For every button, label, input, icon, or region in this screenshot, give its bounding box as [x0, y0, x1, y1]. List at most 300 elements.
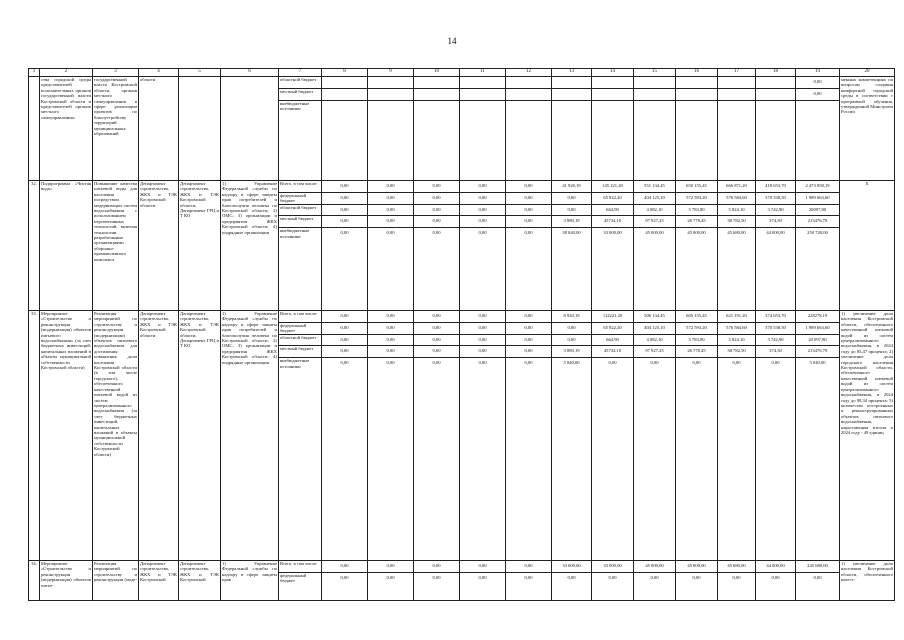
total-value: 1 989 663,60	[796, 323, 839, 335]
year-value: 44 000,00	[756, 561, 795, 573]
year-value: 0,00	[552, 193, 591, 205]
year-value: 0,00	[524, 574, 533, 580]
year-value: 0,00	[460, 561, 505, 573]
cell-sources	[279, 181, 322, 311]
value-line	[322, 101, 367, 112]
year-value: 664,90	[592, 335, 633, 347]
cell-result: 1) увеличение доли населения Костромской области, обеспеченного качест-	[840, 561, 895, 601]
cell-value	[414, 181, 460, 311]
year-value: 0,00	[524, 230, 533, 236]
year-value: 33 000,00	[592, 561, 633, 573]
column-number: 13	[552, 69, 592, 77]
column-number: 18	[756, 69, 796, 77]
value-line	[718, 101, 755, 112]
year-value: 370 538,50	[756, 323, 795, 335]
cell-goal: Реализация мероприятий по строительству и реконструкции (моде-	[93, 561, 139, 601]
cell-value	[718, 181, 756, 311]
year-value: 0,00	[552, 205, 591, 217]
year-value: 0,00	[506, 346, 551, 358]
funding-source: Всего, в том числе:	[279, 311, 321, 323]
cell-participants: 1) Управление Федеральной службы по надзору в сфере защиты прав потребителей и благополучия человека по Костромской области; 2) ОМС; 3) организации и предприятия ЖКХ Костромской области; 4) подрядные организации	[221, 311, 279, 561]
cell-executor: Департамент строительства, ЖКХ и ТЭК Костромской области	[139, 181, 179, 311]
year-value: 0,00	[414, 311, 459, 323]
cell-value	[322, 561, 368, 601]
year-value: 0,00	[608, 360, 617, 366]
funding-source: внебюджетные источники	[280, 100, 310, 111]
value-line	[552, 77, 591, 89]
column-number: 9	[368, 69, 414, 77]
value-line	[676, 77, 717, 89]
year-value: 418 653,70	[756, 181, 795, 193]
total-value: 213476,79	[796, 216, 839, 228]
year-value: 621 191,20	[718, 311, 755, 323]
cell-value	[676, 181, 718, 311]
cell-executor: Департамент строительства, ЖКХ и ТЭК Костромской области	[139, 311, 179, 561]
column-number: 11	[460, 69, 506, 77]
row-number: 34.	[29, 561, 40, 601]
cell-value	[676, 311, 718, 561]
year-value: 0,00	[386, 574, 395, 580]
year-value: 65 822,20	[592, 193, 633, 205]
column-number: 12	[506, 69, 552, 77]
year-value: 0,00	[322, 216, 367, 228]
year-value: 0,00	[414, 181, 459, 193]
value-line	[756, 89, 795, 101]
program-table	[28, 68, 895, 601]
value-line	[756, 101, 795, 112]
cell-value	[368, 561, 414, 601]
year-value: 26 778,45	[676, 216, 717, 228]
funding-source: местный бюджет	[279, 346, 321, 358]
year-value: 0,00	[460, 335, 505, 347]
year-value: 45 000,00	[645, 230, 664, 236]
year-value: 0,00	[732, 574, 741, 580]
year-value: 551 134,45	[634, 181, 675, 193]
funding-source: местный бюджет	[279, 216, 321, 228]
funding-source: федеральный бюджет	[279, 193, 321, 205]
year-value: 0,00	[414, 193, 459, 205]
total-value: 1 989 663,60	[796, 193, 839, 205]
total-value: 213476,79	[796, 346, 839, 358]
cell-value	[718, 77, 756, 181]
year-value: 0,00	[460, 181, 505, 193]
cell-coexecutor: Департамент строительства, ЖКХ и ТЭК Костромской области, Департамент ГРЦ и Т КО	[179, 181, 221, 311]
year-value: 3 742,90	[756, 205, 795, 217]
cell-value	[676, 77, 718, 181]
year-value: 0,00	[506, 311, 551, 323]
year-value: 0,00	[322, 205, 367, 217]
cell-value	[460, 77, 506, 181]
cell-goal: Реализация мероприятий по строительству и реконструкции (модернизации) объектов питьевого водоснабжения для достижения повышения доли населения Костромской области (в том числе городского), обеспеченного качественной питьевой водой из систем централизованного водоснабжения (за счет бюджетных инвестиций, капитальных вложений в объекты муниципальной собственности Костромской области)	[93, 311, 139, 561]
table-row	[29, 311, 895, 561]
column-number: 7	[279, 69, 322, 77]
cell-value	[460, 561, 506, 601]
year-value: 5 783,80	[676, 335, 717, 347]
column-number: 5	[179, 69, 221, 77]
cell-sources	[279, 77, 322, 181]
year-value: 0,00	[650, 360, 659, 366]
year-value: 572 593,20	[676, 193, 717, 205]
year-value: 0,00	[506, 561, 551, 573]
cell-sources	[279, 311, 322, 561]
year-value: 0,00	[771, 574, 780, 580]
column-number: 16	[676, 69, 718, 77]
row-number: 33.	[29, 311, 40, 561]
year-value: 0,00	[432, 574, 441, 580]
year-value: 0,00	[340, 574, 349, 580]
year-value: 0,00	[340, 360, 349, 366]
year-value: 374,30	[756, 216, 795, 228]
year-value: 5 824,10	[718, 205, 755, 217]
year-value: 97 927,25	[634, 346, 675, 358]
cell-value	[552, 77, 592, 181]
year-value: 0,00	[322, 323, 367, 335]
cell-value	[460, 181, 506, 311]
year-value: 0,00	[322, 193, 367, 205]
cell-value	[552, 311, 592, 561]
year-value: 0,00	[524, 360, 533, 366]
value-line	[414, 89, 459, 101]
page-number: 14	[447, 36, 457, 46]
year-value: 0,00	[414, 205, 459, 217]
total-value: 0,00	[796, 89, 839, 101]
year-value: 0,00	[368, 561, 413, 573]
year-value: 3 880,19	[552, 216, 591, 228]
year-value: 0,00	[386, 360, 395, 366]
column-header-row	[29, 69, 895, 77]
year-value: 45 680,00	[718, 561, 755, 573]
column-number: 20	[840, 69, 895, 77]
cell-value	[634, 561, 676, 601]
cell-total	[796, 181, 840, 311]
cell-value	[460, 311, 506, 561]
year-value: 0,00	[368, 193, 413, 205]
value-line	[592, 77, 633, 89]
cell-participants: 1) Управление Федеральной службы по надзору в сфере защиты прав	[221, 561, 279, 601]
value-line	[368, 89, 413, 101]
year-value: 8 920,19	[552, 311, 591, 323]
year-value: 0,00	[322, 561, 367, 573]
cell-participants	[221, 77, 279, 181]
year-value: 0,00	[460, 346, 505, 358]
funding-source: областной бюджет	[279, 205, 321, 217]
year-value: 0,00	[506, 323, 551, 335]
value-line	[506, 89, 551, 101]
year-value: 3 742,90	[756, 335, 795, 347]
table-row	[29, 561, 895, 601]
value-line	[322, 89, 367, 101]
cell-participants: 1) Управление Федеральной службы по надзору в сфере защиты прав потребителей и благополучия человека по Костромской области; 2) ОМС; 3) организации и предприятия ЖКХ Костромской области; 4) подрядные организации	[221, 181, 279, 311]
year-value: 0,00	[552, 335, 591, 347]
total-value: 245 680,00	[796, 561, 839, 573]
year-value: 41 920,19	[552, 181, 591, 193]
total-value: 0,00	[796, 77, 839, 89]
year-value: 0,00	[340, 230, 349, 236]
column-number: 6	[221, 69, 279, 77]
cell-value	[368, 77, 414, 181]
total-value: 228278,19	[796, 311, 839, 323]
value-line	[506, 77, 551, 89]
year-value: 0,00	[368, 181, 413, 193]
year-value: 38 782,50	[718, 216, 755, 228]
value-line	[756, 77, 795, 89]
year-value: 0,00	[460, 205, 505, 217]
column-number: 19	[796, 69, 840, 77]
cell-value	[634, 181, 676, 311]
cell-goal: государственной власти Костромской области, органов местного самоуправления в сфере реализации проектов по благоустройству территорий муниципальных образований	[93, 77, 139, 181]
cell-name: ства городской среды представителей исполнительных органов государственной власти Костромской области и представителей органов местного самоуправления»	[40, 77, 93, 181]
cell-value	[414, 77, 460, 181]
cell-executor: Департамент строительства, ЖКХ и ТЭК Костромской	[139, 561, 179, 601]
cell-value	[718, 311, 756, 561]
cell-value	[634, 77, 676, 181]
row-number	[29, 77, 40, 181]
year-value: 0,00	[460, 193, 505, 205]
year-value: 5 783,80	[676, 205, 717, 217]
cell-value	[756, 561, 796, 601]
year-value: 404 125,10	[634, 323, 675, 335]
total-value: 20097,80	[796, 205, 839, 217]
cell-value	[368, 311, 414, 561]
funding-source: Всего, в том числе:	[279, 561, 321, 573]
year-value: 370 538,50	[756, 193, 795, 205]
year-value: 576 584,60	[718, 193, 755, 205]
cell-value	[756, 181, 796, 311]
cell-goal: Повышение качества питьевой воды для населения посредством модернизации систем водоснабжения с использованием перспективных технологий, включая технологии, разработанные организациями оборонно-промышленного комплекса	[93, 181, 139, 311]
column-number: 10	[414, 69, 460, 77]
year-value: 374 653,70	[756, 311, 795, 323]
cell-total	[796, 77, 840, 181]
year-value: 666 871,20	[718, 181, 755, 193]
year-value: 0,00	[506, 335, 551, 347]
year-value: 45734,10	[592, 346, 633, 358]
cell-total	[796, 561, 840, 601]
value-line	[368, 101, 413, 112]
year-value: 5 040,00	[563, 360, 580, 366]
year-value: 3 880,19	[552, 346, 591, 358]
value-line	[460, 89, 505, 101]
year-value: 506 134,45	[634, 311, 675, 323]
year-value: 0,00	[506, 181, 551, 193]
cell-value	[718, 561, 756, 601]
cell-coexecutor: Департамент строительства, ЖКХ и ТЭК Костромской	[179, 561, 221, 601]
funding-source: Всего, в том числе:	[279, 181, 321, 193]
year-value: 0,00	[506, 193, 551, 205]
value-line	[634, 77, 675, 89]
year-value: 4 082,10	[634, 205, 675, 217]
cell-sources	[279, 561, 322, 601]
cell-value	[676, 561, 718, 601]
row-number: 32.	[29, 181, 40, 311]
cell-value	[368, 181, 414, 311]
value-line	[506, 101, 551, 112]
year-value: 0,00	[692, 360, 701, 366]
cell-value	[552, 561, 592, 601]
year-value: 26 778,45	[676, 346, 717, 358]
value-line	[718, 77, 755, 89]
year-value: 0,00	[692, 574, 701, 580]
total-value	[796, 101, 839, 112]
year-value: 404 125,10	[634, 193, 675, 205]
year-value: 0,00	[368, 323, 413, 335]
value-line	[592, 89, 633, 101]
column-number: 15	[634, 69, 676, 77]
column-number: 8	[322, 69, 368, 77]
cell-value	[592, 181, 634, 311]
year-value: 0,00	[322, 346, 367, 358]
year-value: 576 584,60	[718, 323, 755, 335]
cell-value	[592, 77, 634, 181]
value-line	[634, 101, 675, 112]
cell-name: Подпрограмма «Чистая вода»	[40, 181, 93, 311]
funding-source: областной бюджет	[279, 77, 321, 89]
year-value: 45734,10	[592, 216, 633, 228]
year-value: 0,00	[506, 216, 551, 228]
year-value: 44 000,00	[766, 230, 785, 236]
cell-value	[756, 311, 796, 561]
funding-source: федеральный бюджет	[279, 323, 321, 335]
value-line	[676, 101, 717, 112]
year-value: 0,00	[567, 574, 576, 580]
year-value: 33 000,00	[552, 561, 591, 573]
year-value: 0,00	[460, 216, 505, 228]
year-value: 0,00	[322, 181, 367, 193]
year-value: 5 824,10	[718, 335, 755, 347]
year-value: 0,00	[322, 335, 367, 347]
year-value: 0,00	[552, 323, 591, 335]
year-value: 374,30	[756, 346, 795, 358]
year-value: 0,00	[460, 311, 505, 323]
cell-executor: области	[139, 77, 179, 181]
cell-value	[322, 77, 368, 181]
year-value: 0,00	[460, 323, 505, 335]
year-value: 0,00	[608, 574, 617, 580]
cell-name: Мероприятие «Строительство и реконструкция (модернизация) объектов питьевого водоснабжения» (за счет бюджетных инвестиций, капитальных вложений в объекты муниципальной собственности Костромской области)	[40, 311, 93, 561]
year-value: 0,00	[368, 346, 413, 358]
year-value: 572 593,20	[676, 323, 717, 335]
value-line	[460, 101, 505, 112]
total-value: 250 720,00	[807, 230, 828, 236]
column-number: 1	[29, 69, 40, 77]
value-line	[634, 89, 675, 101]
value-line	[552, 101, 591, 112]
year-value: 0,00	[368, 205, 413, 217]
cell-result: менных компетенциях по вопросам создания комфортной городской среды в соответствии с программой обучения, утвержденной Минстроем России	[840, 77, 895, 181]
value-line	[414, 77, 459, 89]
value-line	[368, 77, 413, 89]
year-value: 38 782,50	[718, 346, 755, 358]
year-value: 0,00	[414, 216, 459, 228]
year-value: 112221,20	[592, 311, 633, 323]
funding-source: внебюджетные источники	[280, 358, 310, 369]
total-value: 0,00	[813, 574, 822, 580]
year-value: 0,00	[771, 360, 780, 366]
year-value: 0,00	[414, 335, 459, 347]
continuation-row	[29, 77, 895, 181]
year-value: 45 680,00	[727, 230, 746, 236]
value-line	[460, 77, 505, 89]
cell-value	[506, 311, 552, 561]
table-row	[29, 181, 895, 311]
year-value: 45 000,00	[676, 561, 717, 573]
cell-result: X	[840, 181, 895, 311]
year-value: 0,00	[386, 230, 395, 236]
total-value: 2 473 958,19	[796, 181, 839, 193]
year-value: 0,00	[368, 335, 413, 347]
program-table-sheet	[28, 68, 893, 588]
year-value: 45 000,00	[634, 561, 675, 573]
value-line	[676, 89, 717, 101]
column-number: 4	[139, 69, 179, 77]
column-number: 14	[592, 69, 634, 77]
funding-source: местный бюджет	[279, 89, 321, 101]
funding-source: внебюджетные источники	[280, 228, 310, 239]
cell-value	[634, 311, 676, 561]
year-value: 0,00	[414, 561, 459, 573]
column-number: 17	[718, 69, 756, 77]
year-value: 0,00	[414, 346, 459, 358]
year-value: 0,00	[432, 230, 441, 236]
column-number: 2	[40, 69, 93, 77]
year-value: 0,00	[432, 360, 441, 366]
value-line	[322, 77, 367, 89]
year-value: 0,00	[322, 311, 367, 323]
value-line	[414, 101, 459, 112]
cell-value	[506, 77, 552, 181]
year-value: 45 000,00	[687, 230, 706, 236]
cell-coexecutor	[179, 77, 221, 181]
year-value: 4 082,10	[634, 335, 675, 347]
total-value: 20 097,80	[796, 335, 839, 347]
cell-value	[552, 181, 592, 311]
cell-value	[592, 311, 634, 561]
cell-value	[756, 77, 796, 181]
year-value: 0,00	[732, 360, 741, 366]
funding-source: федеральный бюджет	[280, 572, 307, 584]
year-value: 0,00	[650, 574, 659, 580]
year-value: 0,00	[478, 360, 487, 366]
cell-value	[506, 561, 552, 601]
value-line	[552, 89, 591, 101]
year-value: 0,00	[414, 323, 459, 335]
cell-result: 1) увеличение доли населения Костромской области, обеспеченного качественной питьевой водой из систем централизованного водоснабжения, в 2024 году до 85,47 процента; 2) увеличение доли городского населения Костромской области, обеспеченного качественной питьевой водой из систем централизованного водоснабжения, в 2024 году до 98,34 процента; 3) количество построенных и реконструированных объектов питьевого водоснабжения, нарастающим итогом к 2024 году - 49 единиц	[840, 311, 895, 561]
year-value: 0,00	[506, 205, 551, 217]
funding-source: областной бюджет	[279, 335, 321, 347]
year-value: 38 040,00	[562, 230, 581, 236]
cell-coexecutor: Департамент строительства, ЖКХ и ТЭК Костромской области, Департамент ГРЦ и Т КО	[179, 311, 221, 561]
year-value: 33 000,00	[603, 230, 622, 236]
cell-total	[796, 311, 840, 561]
year-value: 0,00	[478, 574, 487, 580]
cell-value	[414, 561, 460, 601]
year-value: 65 822,20	[592, 323, 633, 335]
year-value: 0,00	[368, 311, 413, 323]
total-value: 5 040,00	[809, 360, 826, 366]
year-value: 145 221,20	[592, 181, 633, 193]
year-value: 97 927,25	[634, 216, 675, 228]
year-value: 0,00	[368, 216, 413, 228]
cell-value	[506, 181, 552, 311]
cell-value	[322, 181, 368, 311]
value-line	[718, 89, 755, 101]
cell-value	[414, 311, 460, 561]
year-value: 605 155,45	[676, 311, 717, 323]
column-number: 3	[93, 69, 139, 77]
year-value: 664,90	[592, 205, 633, 217]
value-line	[592, 101, 633, 112]
cell-value	[322, 311, 368, 561]
cell-name: Мероприятие «Строительство и реконструкция (модернизация) объектов питье-	[40, 561, 93, 601]
